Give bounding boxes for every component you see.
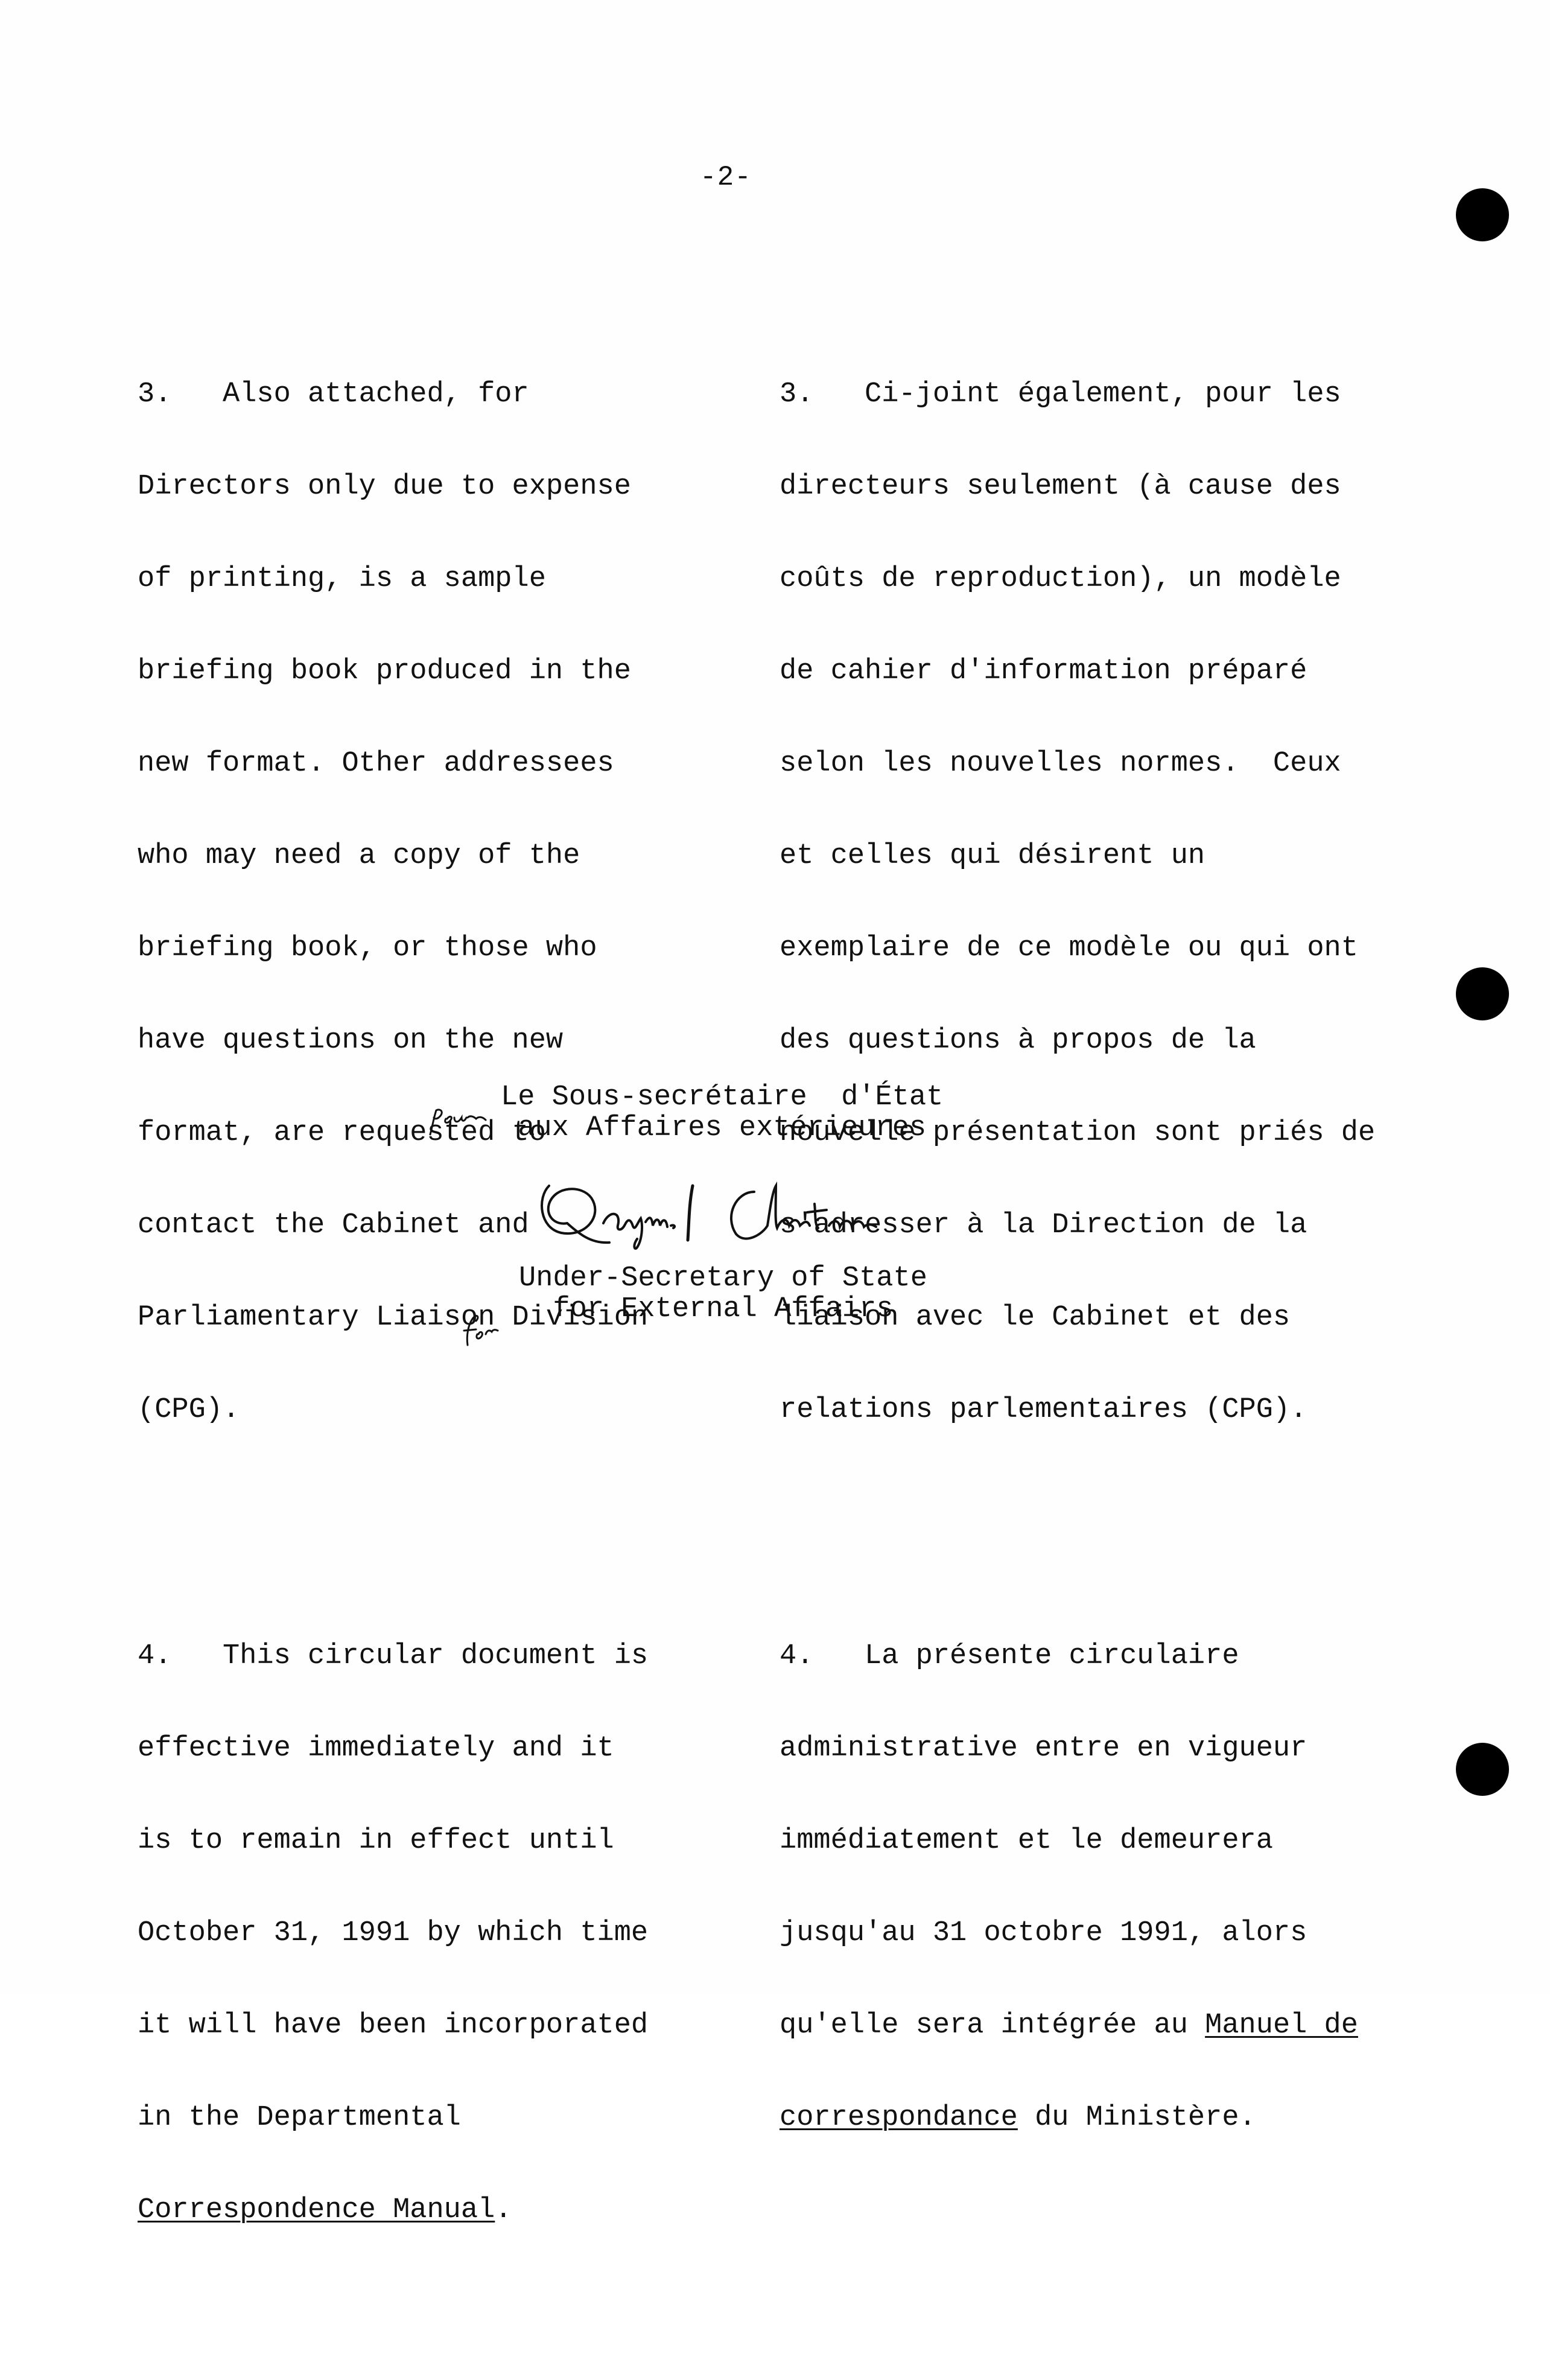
binder-hole: [1456, 1743, 1509, 1796]
text-line: October 31, 1991 by which time: [138, 1917, 649, 1949]
french-paragraph-4: [780, 1579, 1375, 2195]
text-line: briefing book, or those who: [138, 932, 597, 964]
text-span: du Ministère.: [1017, 2102, 1256, 2134]
text-line: 3. Ci-joint également, pour les: [780, 378, 1341, 410]
text-line: exemplaire de ce modèle ou qui ont: [780, 932, 1358, 964]
text-span: qu'elle sera intégrée au: [780, 2009, 1205, 2041]
text-line: is to remain in effect until: [138, 1825, 614, 1857]
text-line: it will have been incorporated: [138, 2009, 649, 2041]
text-line: coûts de reproduction), un modèle: [780, 563, 1341, 595]
title-line: for External Affairs: [519, 1293, 894, 1325]
binder-hole: [1456, 188, 1509, 241]
manual-title-part-2: correspondance: [780, 2102, 1018, 2134]
text-line: relations parlementaires (CPG).: [780, 1394, 1307, 1426]
text-line: de cahier d'information préparé: [780, 655, 1307, 687]
manual-title: Correspondence Manual: [138, 2194, 495, 2226]
text-line: in the Departmental: [138, 2102, 461, 2134]
text-line: [138, 2195, 648, 2226]
text-line: contact the Cabinet and: [138, 1209, 529, 1241]
handwritten-pour-mark: [425, 1104, 492, 1141]
handwritten-for-mark: [456, 1312, 504, 1349]
text-line: jusqu'au 31 octobre 1991, alors: [780, 1917, 1307, 1949]
title-line: Le Sous-secrétaire d'État: [501, 1081, 944, 1113]
english-paragraph-4: [138, 1579, 648, 2287]
text-line: directeurs seulement (à cause des: [780, 471, 1341, 503]
text-line: who may need a copy of the: [138, 840, 580, 872]
text-line: selon les nouvelles normes. Ceux: [780, 748, 1341, 780]
text-line: new format. Other addressees: [138, 748, 614, 780]
text-line: et celles qui désirent un: [780, 840, 1205, 872]
text-line: liaison avec le Cabinet et des: [780, 1302, 1291, 1334]
handwritten-signature: [531, 1168, 905, 1252]
text-line: (CPG).: [138, 1394, 240, 1426]
text-line: 4. La présente circulaire: [780, 1640, 1239, 1672]
text-line: briefing book produced in the: [138, 655, 631, 687]
text-line: effective immediately and it: [138, 1732, 614, 1764]
text-line: 3. Also attached, for: [138, 378, 529, 410]
text-line: Parliamentary Liaison Division: [138, 1302, 649, 1334]
text-line: have questions on the new: [138, 1025, 564, 1057]
page-number: -2-: [700, 162, 752, 193]
text-line: s'adresser à la Direction de la: [780, 1209, 1307, 1241]
period: .: [495, 2194, 512, 2226]
text-line: format, are requested to: [138, 1117, 546, 1149]
text-line: Directors only due to expense: [138, 471, 631, 503]
french-signatory-title: [501, 1082, 943, 1144]
english-signatory-title: [519, 1263, 927, 1325]
text-line: [780, 2102, 1375, 2133]
title-line: aux Affaires extérieures: [501, 1112, 927, 1144]
text-line: of printing, is a sample: [138, 563, 546, 595]
text-line: des questions à propos de la: [780, 1025, 1256, 1057]
text-line: administrative entre en vigueur: [780, 1732, 1307, 1764]
manual-title-part-1: Manuel de: [1205, 2009, 1358, 2041]
text-line: [780, 2010, 1375, 2041]
text-line: immédiatement et le demeurera: [780, 1825, 1273, 1857]
title-line: Under-Secretary of State: [519, 1262, 927, 1294]
text-line: 4. This circular document is: [138, 1640, 649, 1672]
binder-hole: [1456, 967, 1509, 1020]
text-line: nouvelle présentation sont priés de: [780, 1117, 1376, 1149]
